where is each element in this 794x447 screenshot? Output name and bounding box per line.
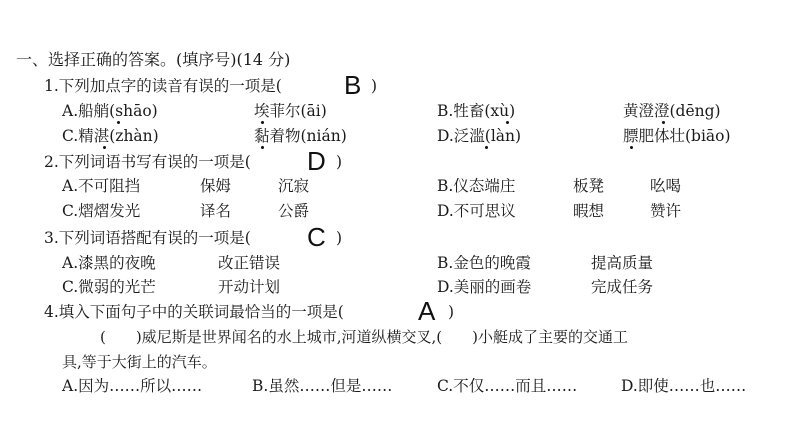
q4-option-b: B.虽然……但是…… [252, 377, 393, 395]
q2-option-c-2: 译名 [200, 202, 232, 220]
emphasis-dot [662, 121, 665, 124]
q1-option-a: A.船艄(shāo) [62, 102, 158, 120]
q1-option-c-2: 黏着物(nián) [254, 127, 347, 145]
q1-option-d-2: 膘肥体壮(biāo) [623, 127, 731, 145]
q2-option-a-2: 保姆 [200, 177, 232, 195]
q1-close-paren: ) [371, 77, 378, 95]
q2-option-b-2: 板凳 [573, 177, 605, 195]
q3-answer: C [307, 222, 326, 252]
q3-option-d-2: 完成任务 [591, 278, 654, 296]
q2-option-a: A.不可阻挡 [62, 177, 141, 195]
q1-stem: 1.下列加点字的读音有误的一项是( [44, 77, 282, 95]
q3-option-c-2: 开动计划 [218, 278, 281, 296]
q2-answer: D [307, 146, 326, 176]
emphasis-dot [117, 121, 120, 124]
q2-option-d: D.不可思议 [437, 202, 516, 220]
emphasis-dot [103, 146, 106, 149]
q2-option-a-3: 沉寂 [278, 177, 310, 195]
q1-option-b-2: 黄澄澄(dēng) [623, 102, 721, 120]
q4-sentence-line1: ( )威尼斯是世界闻名的水上城市,河道纵横交叉,( )小艇成了主要的交通工 [100, 328, 628, 346]
q4-option-d: D.即使……也…… [621, 377, 747, 395]
q4-close-paren: ) [448, 303, 455, 321]
emphasis-dot [261, 121, 264, 124]
q4-answer: A [418, 296, 436, 326]
q2-close-paren: ) [336, 153, 343, 171]
q3-option-d: D.美丽的画卷 [437, 278, 532, 296]
q3-close-paren: ) [336, 229, 343, 247]
q2-stem: 2.下列词语书写有误的一项是( [44, 153, 251, 171]
q1-option-d: D.泛滥(làn) [437, 127, 522, 145]
q1-option-c: C.精湛(zhàn) [62, 127, 159, 145]
q1-option-a-2: 埃菲尔(āi) [254, 102, 327, 120]
emphasis-dot [506, 121, 509, 124]
q2-option-b: B.仪态端庄 [437, 177, 516, 195]
section-title: 一、选择正确的答案。(填序号)(14 分) [16, 50, 291, 69]
q3-stem: 3.下列词语搭配有误的一项是( [44, 229, 251, 247]
q1-option-b: B.牲畜(xù) [437, 102, 516, 120]
emphasis-dot [261, 146, 264, 149]
q2-option-b-3: 吆喝 [650, 177, 682, 195]
q4-stem: 4.填入下面句子中的关联词最恰当的一项是( [44, 303, 344, 321]
q4-option-a: A.因为……所以…… [62, 377, 203, 395]
emphasis-dot [630, 146, 633, 149]
q1-answer: B [344, 70, 362, 100]
q4-option-c: C.不仅……而且…… [437, 377, 578, 395]
q4-sentence-line2: 具,等于大街上的汽车。 [62, 353, 217, 371]
emphasis-dot [485, 146, 488, 149]
q3-option-c: C.微弱的光芒 [62, 278, 156, 296]
q3-option-a: A.漆黑的夜晚 [62, 254, 156, 272]
q3-option-a-2: 改正错误 [218, 254, 281, 272]
q2-option-d-2: 暇想 [573, 202, 605, 220]
q2-option-c: C.熠熠发光 [62, 202, 141, 220]
q2-option-d-3: 赞许 [650, 202, 682, 220]
q3-option-b-2: 提高质量 [591, 254, 654, 272]
q3-option-b: B.金色的晚霞 [437, 254, 531, 272]
q2-option-c-3: 公爵 [278, 202, 310, 220]
